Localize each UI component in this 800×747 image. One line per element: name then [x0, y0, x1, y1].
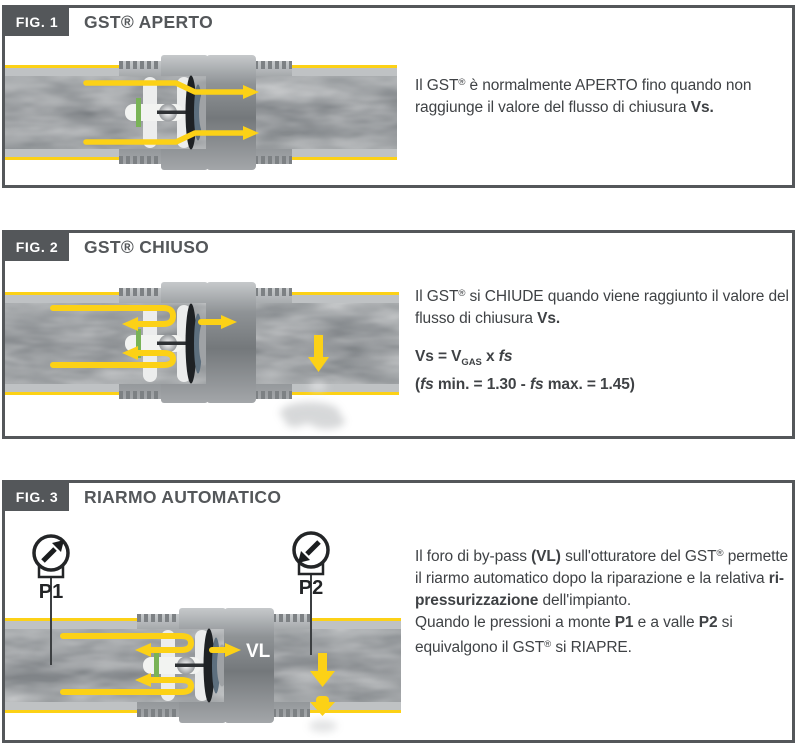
description-paragraph: Il GST® è normalmente APERTO fino quando non raggiunge il valore del flusso di chiusura Vs.	[415, 77, 752, 116]
figure-2-description	[415, 283, 789, 396]
figure-1-badge: FIG. 1	[5, 8, 69, 36]
valve-outlet-nut	[206, 55, 256, 170]
description-paragraph: Il GST® si CHIUDE quando viene raggiunto il valore del flusso di chiusura Vs.	[415, 288, 789, 327]
figure-1-title: GST® APERTO	[84, 11, 213, 32]
auto-reset-illustration	[5, 490, 405, 738]
figure-panel-1	[2, 5, 795, 188]
formula-paragraph: $Vs = V_{GAS}$ x fs (fs min. = 1.30 - fs max. = 1.45)	[415, 348, 635, 393]
bypass-label-vl: VL	[246, 641, 271, 662]
figure-2-header	[5, 233, 792, 261]
valve-outlet-nut	[206, 282, 256, 403]
figure-1-header	[5, 8, 792, 36]
leak-smoke	[280, 402, 345, 429]
valve-open-illustration	[5, 40, 405, 192]
valve-outlet-nut	[224, 608, 274, 723]
figure-1-description	[415, 72, 789, 119]
figure-panel-2	[2, 230, 795, 439]
figure-3-badge: FIG. 3	[5, 483, 69, 511]
figure-3-description	[415, 543, 789, 659]
figure-3-title: RIARMO AUTOMATICO	[84, 486, 282, 507]
gauge-label-p2: P2	[298, 577, 324, 599]
figure-2-badge: FIG. 2	[5, 233, 69, 261]
gauge-label-p1: P1	[38, 581, 64, 603]
description-paragraph: Il foro di by-pass (VL) sull'otturatore del GST® permette il riarmo automatico dopo la riparazione e la relativa ri-pressurizzazione dell'impianto. Quando le pressioni a monte P1 e a valle P2 si equivalgono il GST® si RIAPRE.	[415, 548, 789, 656]
valve-closed-illustration	[5, 265, 405, 435]
figure-panel-3	[2, 480, 795, 743]
figure-2-title: GST® CHIUSO	[84, 236, 210, 257]
